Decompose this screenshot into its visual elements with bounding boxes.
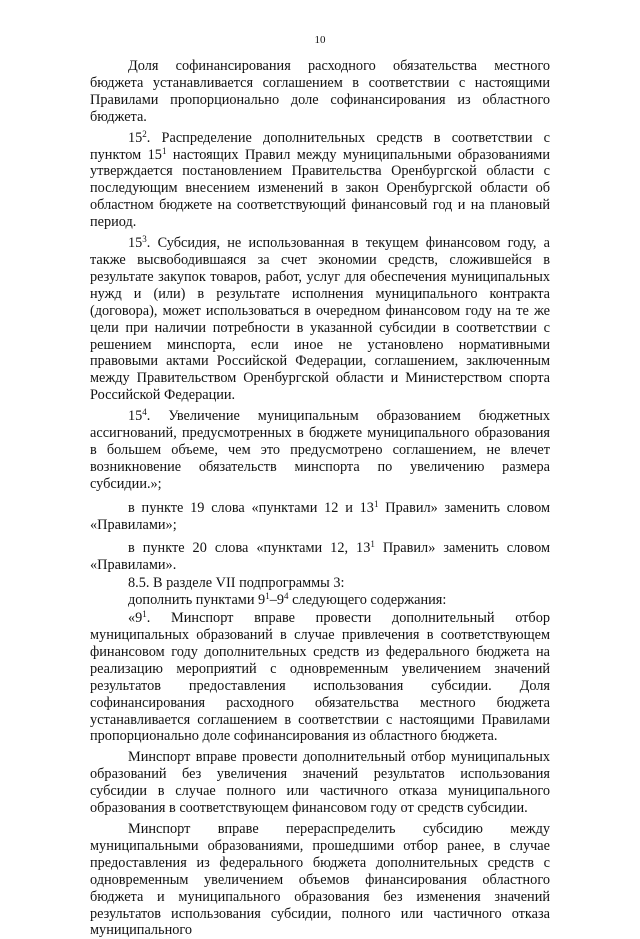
superscript-index: 1	[142, 609, 147, 620]
page-number: 10	[314, 34, 326, 46]
paragraph	[90, 749, 550, 817]
text-run: . Субсидия, не использованная в текущем финансовом году, а также высвободившаяся за счет экономии средств, сложившейся в результате закупок товаров, работ, услуг для обеспечения муниципальных нужд и (или) в результате исполнения муниципального контракта (договора), может использоваться в очередном финансовом году на те же цели при наличии потребности в указанной субсидии в соответствии с решением минспорта, если иное не установлено нормативными правовыми актами Российской Федерации, соглашением, заключенным между Правительством Оренбургской области и Министерством спорта Российской Федерации.	[90, 235, 550, 404]
superscript-index: 1	[265, 591, 270, 602]
text-run: Минспорт вправе перераспределить субсидию между муниципальными образованиями, прошедшими отбор ранее, в случае предоставления из федерального бюджета дополнительных средств с одновременным увеличением объемов финансирования областного бюджета и муниципального образования без изменения значений результатов использования субсидии, полного или частичного отказа муниципального	[90, 820, 550, 939]
text-run: Минспорт вправе провести дополнительный отбор муниципальных образований без увеличения значений результатов использования субсидии в случае полного или частичного отказа муниципального образования в соответствующем финансовом году от средств субсидии.	[90, 749, 550, 817]
paragraph	[90, 408, 550, 493]
text-run: в пункте 19 слова «пунктами 12 и 13	[128, 499, 374, 516]
text-run: Правил» заменить словом «Правилами».	[90, 540, 550, 574]
paragraph	[90, 58, 550, 126]
text-run: Правил» заменить словом «Правилами»;	[90, 499, 550, 533]
paragraph	[90, 821, 550, 939]
superscript-index: 1	[373, 498, 379, 509]
superscript-index: 1	[161, 145, 167, 156]
paragraph	[90, 540, 550, 574]
text-run: 15	[128, 129, 143, 146]
text-run: 15	[128, 235, 143, 252]
text-run: в пункте 20 слова «пунктами 12, 13	[128, 540, 371, 557]
superscript-index: 4	[284, 591, 289, 602]
text-run: следующего содержания:	[288, 592, 447, 609]
superscript-index: 4	[142, 407, 147, 418]
text-run: 8.5. В разделе VII подпрограммы 3:	[128, 575, 345, 592]
paragraph	[90, 500, 550, 534]
text-run: настоящих Правил между муниципальными образованиями утверждается постановлением Правительства Оренбургской области с последующим внесением изменений в закон Оренбургской области об областном бюджете на соответствующий финансовый год и на плановый период.	[90, 146, 550, 231]
paragraph	[90, 235, 550, 404]
text-run: . Увеличение муниципальным образованием бюджетных ассигнований, предусмотренных в бюджете муниципального образования в большем объеме, чем это предусмотрено соглашением, не влечет возникновение обязательств минспорта по увеличению размера субсидии.»;	[90, 408, 550, 492]
text-run: Доля софинансирования расходного обязательства местного бюджета устанавливается соглашением в соответствии с настоящими Правилами пропорционально доле софинансирования из областного бюджета.	[90, 58, 550, 125]
text-run: 15	[128, 408, 143, 425]
text-run: «9	[128, 610, 143, 627]
paragraph	[90, 130, 550, 231]
superscript-index: 2	[142, 128, 147, 139]
paragraph	[90, 592, 550, 609]
document-body	[90, 58, 550, 939]
text-run: . Распределение дополнительных средств в соответствии с пунктом 15	[90, 129, 550, 163]
text-run: –9	[269, 592, 285, 609]
text-run: дополнить пунктами 9	[128, 592, 266, 609]
paragraph	[90, 610, 550, 745]
superscript-index: 3	[142, 234, 147, 245]
paragraph	[90, 575, 550, 592]
superscript-index: 1	[370, 539, 375, 550]
text-run: . Минспорт вправе провести дополнительный отбор муниципальных образований в случае привлечения в соответствующем финансовом году дополнительных средств из федерального бюджета на реализацию мероприятий с одновременным увеличением значений результатов предоставления использования субсидии. Доля софинансирования расходного обязательства местного бюджета устанавливается соглашением в соответствии с настоящими Правилами пропорционально доле софинансирования из областного бюджета.	[90, 610, 550, 745]
